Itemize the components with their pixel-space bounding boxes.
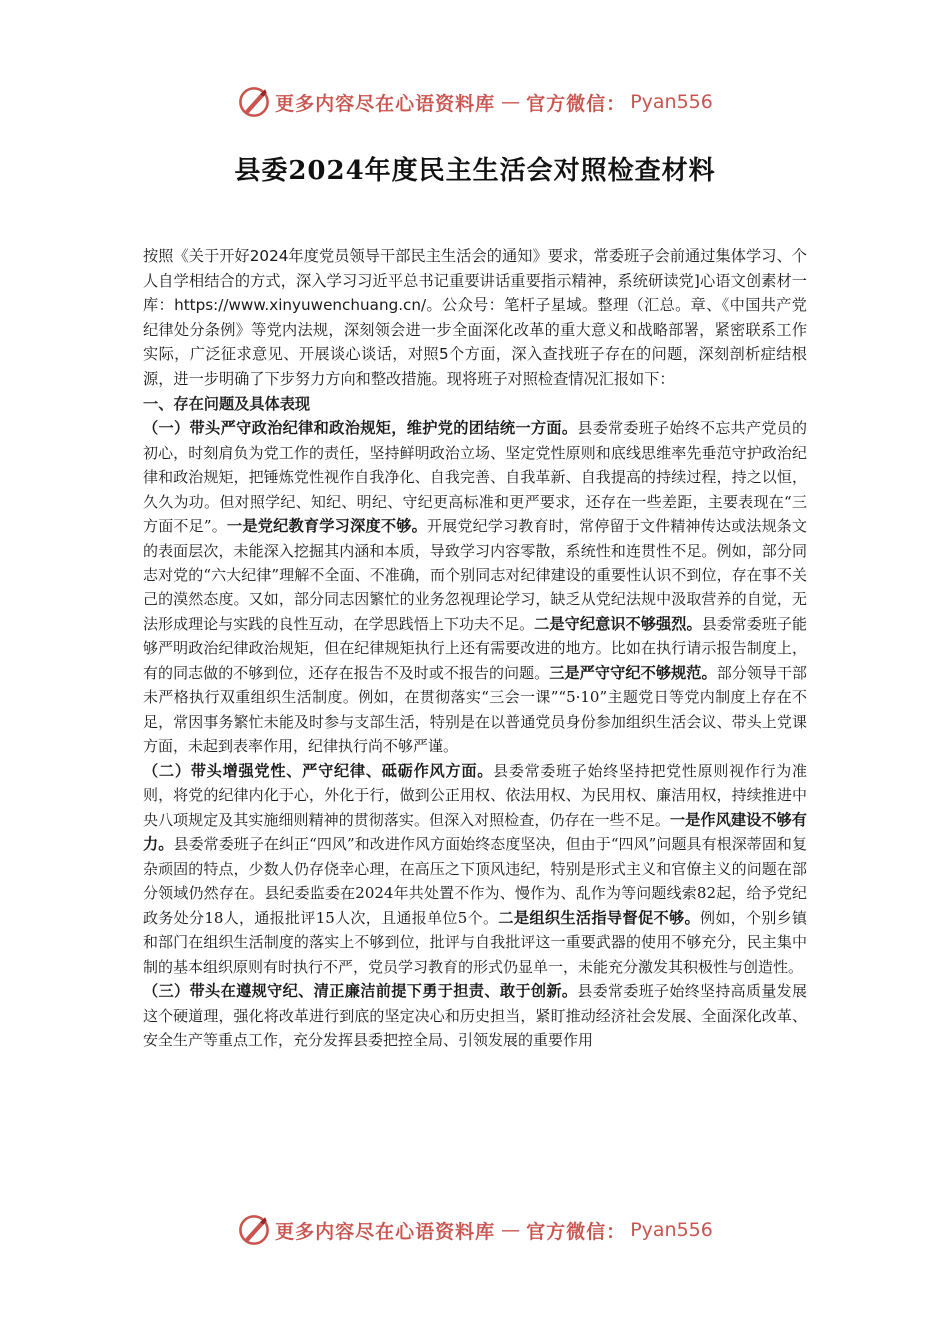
paragraph-1-text-1: 县委常委班子始终不忘共产党员的初心，时刻肩负为党工作的责任，坚持鲜明政治立场、坚定党性原则和底线思维率先垂范守护政治纪律和政治规矩，把锤炼党性视作自我净化、自我完善、自我革新、自我提高的持续过程，持之以恒，久久为功。但对照学纪、知纪、明纪、守纪更高标准和更严要求，还存在一些差距，主要表现在“三方面不足”。 — [143, 419, 807, 535]
paragraph-1-heading: （一）带头严守政治纪律和政治规矩，维护党的团结统一方面。 — [143, 419, 578, 438]
intro-paragraph: 按照《关于开好2024年度党员领导干部民主生活会的通知》要求，常委班子会前通过集体学习、个人自学相结合的方式，深入学习习近平总书记重要讲话重要指示精神，系统研读党]心语文创素材一库：https://www.xinyuwenchuang.cn/。公众号：笔杆子星域。整理（汇总。章、《中国共产党纪律处分条例》等党内法规，深刻领会进一步全面深化改革的重大意义和战略部署，紧密联系工作实际，广泛征求意见、开展谈心谈话，对照5个方面，深入查找班子存在的问题，深刻剖析症结根源，进一步明确了下步努力方向和整改措施。现将班子对照检查情况汇报如下： — [143, 247, 807, 388]
banner-wechat-id: Pyan556 — [630, 91, 713, 113]
paragraph-3-text-1: 县委常委班子始终坚持高质量发展这个硬道理，强化将改革进行到底的坚定决心和历史担当，紧盯推动经济社会发展、全面深化改革、安全生产等重点工作，充分发挥县委把控全局、引领发展的重要作用 — [143, 982, 807, 1049]
pen-circle-logo-icon — [237, 85, 271, 119]
paragraph-2-text-2: 县委常委班子在纠正“四风”和改进作风方面始终态度坚决，但由于“四风”问题具有根深蒂固和复杂顽固的特点，少数人仍存侥幸心理，在高压之下顶风违纪，特别是形式主义和官僚主义的问题在部分领域仍然存在。县纪委监委在2024年共处置不作为、慢作为、乱作为等问题线索82起，给予党纪政务处分18人，通报批评15人次，且通报单位5个。 — [143, 835, 808, 927]
banner-wechat-label: 官方微信： — [526, 92, 627, 115]
document-title: 县委2024年度民主生活会对照检查材料 — [234, 156, 716, 186]
paragraph-1-point-3: 三是严守守纪不够规范。 — [549, 663, 717, 682]
paragraph-3 — [143, 979, 807, 1052]
paragraph-1-point-1: 一是党纪教育学习深度不够。 — [226, 516, 428, 535]
paragraph-1-text-2: 开展党纪学习教育时，常停留于文件精神传达或法规条文的表面层次，未能深入挖掘其内涵和本质，导致学习内容零散，系统性和连贯性不足。例如，部分同志对党的“六大纪律”理解不全面、不准确，而个别同志对纪律建设的重要性认识不到位，存在事不关己的漠然态度。又如，部分同志因繁忙的业务忽视理论学习，缺乏从党纪法规中汲取营养的自觉，无法形成理论与实践的良性互动，在学思践悟上下功夫不足。 — [143, 516, 808, 633]
banner-separator: — — [501, 1219, 521, 1241]
banner-separator: — — [501, 91, 521, 113]
paragraph-1-text-4: 部分领导干部未严格执行双重组织生活制度。例如，在贯彻落实“三会一课”“5·10”主题党日等党内制度上存在不足，常因事务繁忙未能及时参与支部生活，特别是在以普通党员身份参加组织生活会议、带头上党课方面，未起到表率作用，纪律执行尚不够严谨。 — [143, 663, 807, 756]
paragraph-2-heading: （二）带头增强党性、严守纪律、砥砺作风方面。 — [143, 761, 494, 780]
paragraph-1 — [143, 416, 807, 758]
pen-circle-logo-icon — [237, 1213, 271, 1247]
paragraph-2-point-1: 一是作风建设不够有力。 — [143, 810, 807, 854]
footer-banner — [0, 1210, 950, 1250]
header-banner — [0, 82, 950, 122]
paragraph-1-point-2: 二是守纪意识不够强烈。 — [534, 614, 702, 633]
paragraph-2-text-3: 例如，个别乡镇和部门在组织生活制度的落实上不够到位，批评与自我批评这一重要武器的使用不够充分，民主集中制的基本组织原则有时执行不严，党员学习教育的形式仍显单一，未能充分激发其积极性与创造性。 — [143, 908, 807, 976]
banner-wechat-id: Pyan556 — [630, 1219, 713, 1241]
document-body — [143, 244, 807, 1052]
paragraph-1-text-3: 县委常委班子能够严明政治纪律政治规矩，但在纪律规矩执行上还有需要改进的地方。比如在执行请示报告制度上，有的同志做的不够到位，还存在报告不及时或不报告的问题。 — [143, 614, 807, 682]
paragraph-3-heading: （三）带头在遵规守纪、清正廉洁前提下勇于担责、敢于创新。 — [143, 982, 578, 1000]
paragraph-2-text-1: 县委常委班子始终坚持把党性原则视作行为准则，将党的纪律内化于心，外化于行，做到公正用权、依法用权、为民用权、廉洁用权，持续推进中央八项规定及其实施细则精神的贯彻落实。但深入对照检查，仍存在一些不足。 — [143, 761, 807, 829]
paragraph-2-point-2: 二是组织生活指导督促不够。 — [498, 908, 701, 927]
section-heading-1: 一、存在问题及具体表现 — [143, 394, 311, 413]
banner-wechat-label: 官方微信： — [526, 1220, 627, 1243]
paragraph-2 — [143, 759, 807, 979]
banner-slogan: 更多内容尽在心语资料库 — [275, 92, 496, 115]
banner-slogan: 更多内容尽在心语资料库 — [275, 1220, 496, 1243]
